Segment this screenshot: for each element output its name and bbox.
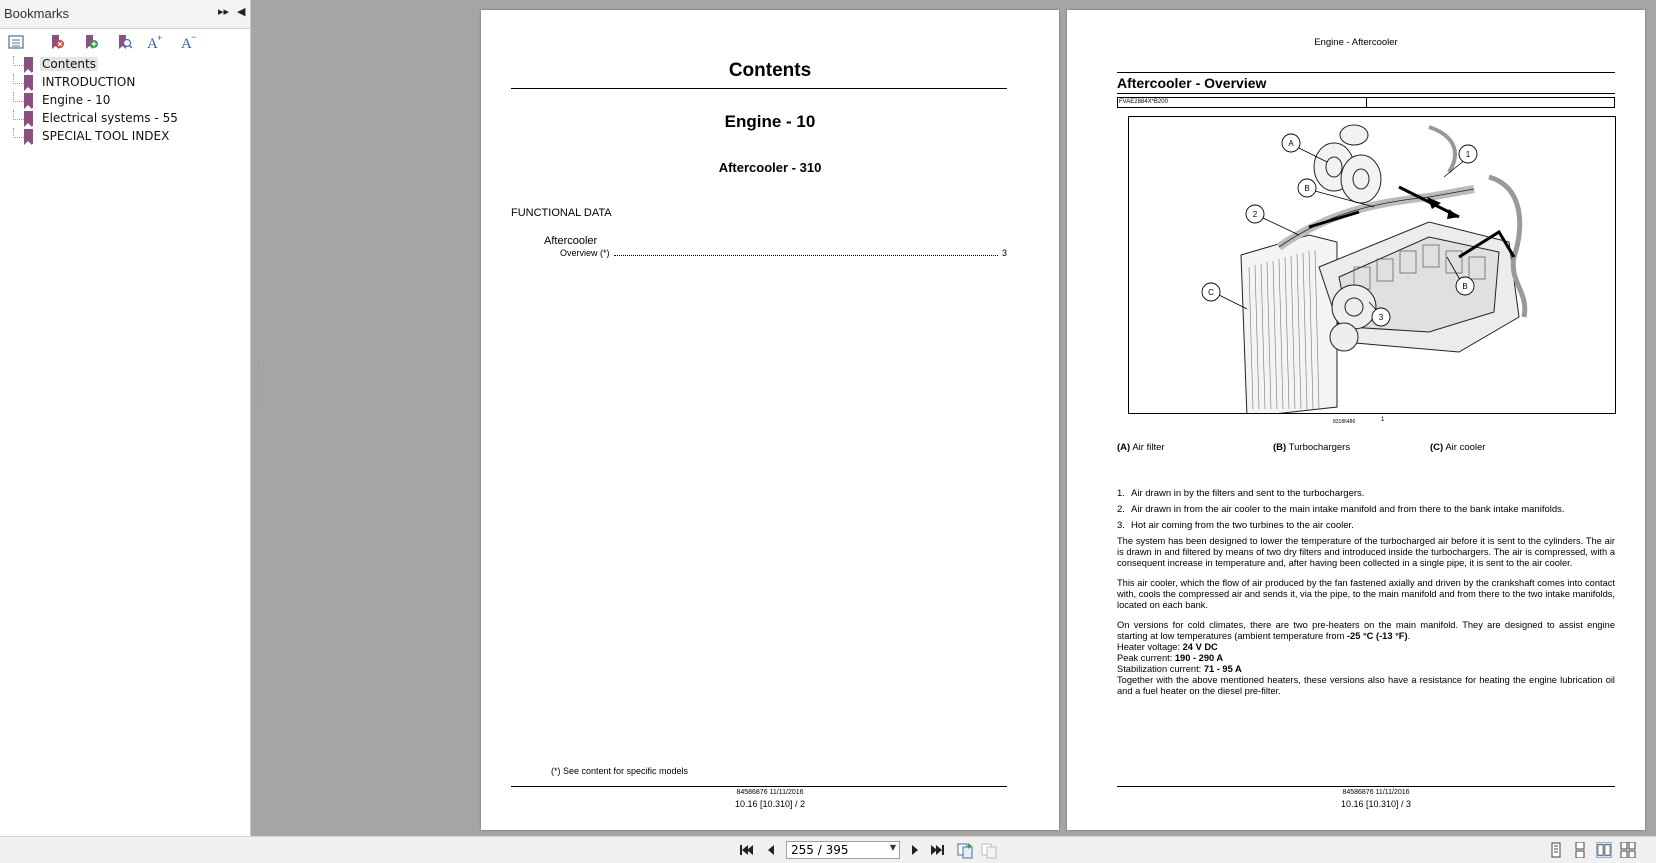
step-number: 1. [1117,488,1125,499]
toc-group: FUNCTIONAL DATA [511,207,612,219]
figure-code: 83186486 [1333,419,1356,425]
reference-box [1117,97,1615,108]
legend-key: (B) [1273,442,1287,453]
previous-view-icon[interactable] [956,841,974,859]
bookmarks-header [0,0,250,29]
toc-entry-link[interactable] [560,248,1007,258]
heater-voltage-label: Heater voltage: [1117,642,1183,652]
subsection-heading: Aftercooler - 310 [718,160,822,175]
page-number-field[interactable] [786,841,900,859]
bookmark-icon [24,111,33,126]
continuous-view-icon[interactable] [1572,842,1588,858]
step-item [1117,504,1565,515]
legend-turbochargers [1273,442,1350,453]
bookmark-introduction[interactable] [0,74,240,92]
navigation-bar [0,836,1656,863]
new-bookmark-icon[interactable] [82,33,100,51]
decrease-font-icon[interactable] [180,33,198,51]
two-page-view-icon[interactable] [1596,842,1612,858]
collapse-panel-icon[interactable]: ◀ [237,6,246,18]
page-indicator-text: 255 / 395 [791,843,849,857]
paragraph-air-cooler: This air cooler, which the flow of air produced by the fan fastened axially and driven by the crankshaft comes into contact with, cools the compressed air and sends it, via the pipe, to the main manifold and from there to the two intake manifolds, located on each bank. [1117,578,1615,610]
bookmark-label: SPECIAL TOOL INDEX [42,129,170,143]
footer-doc-id: 84586876 11/11/2016 [1342,789,1410,796]
callout-label: A [1288,139,1294,148]
callout-label: 1 [1465,150,1471,159]
bookmark-options-icon[interactable] [7,33,25,51]
legend-text: Turbochargers [1288,442,1351,453]
step-number: 3. [1117,520,1125,531]
legend-air-cooler [1430,442,1485,453]
single-page-view-icon[interactable] [1548,842,1564,858]
figure-number: 1 [1381,417,1385,423]
bookmarks-title: Bookmarks [4,6,70,21]
footer-doc-id: 84586876 11/11/2016 [736,789,804,796]
svg-text:+: + [157,33,163,43]
bookmark-electrical-systems[interactable] [0,110,240,128]
find-bookmark-icon[interactable] [115,33,133,51]
peak-current-value: 190 - 290 A [1174,653,1224,663]
step-text: Air drawn in from the air cooler to the main intake manifold and from there to the bank intake manifolds. [1131,504,1565,515]
step-text: Hot air coming from the two turbines to the air cooler. [1131,520,1354,531]
svg-text:−: − [191,33,197,42]
svg-text:A: A [147,36,158,51]
legend-text: Air filter [1132,442,1165,453]
legend-air-filter [1117,442,1165,453]
peak-current-label: Peak current: [1117,653,1175,663]
legend-text: Air cooler [1445,442,1486,453]
footer-page-number: 10.16 [10.310] / 2 [734,799,806,809]
footer-divider [1117,786,1615,787]
section-heading: Engine - 10 [724,112,816,131]
bookmark-label: Electrical systems - 55 [42,111,178,125]
bookmark-engine[interactable] [0,92,240,110]
first-page-icon[interactable] [737,841,755,859]
callout-label: B [1304,184,1310,193]
bookmark-label: Engine - 10 [42,93,111,107]
engine-illustration [1128,116,1616,414]
callout-label: B [1462,282,1468,291]
toc-entry-label: Overview (*) [560,248,610,258]
bookmark-special-tool-index[interactable] [0,128,240,146]
bookmark-icon [24,75,33,90]
bookmarks-panel [0,0,251,836]
next-view-icon[interactable] [980,841,998,859]
panel-options-icon[interactable]: ▸▸ [218,6,230,18]
step-item [1117,520,1354,531]
document-viewer[interactable] [251,0,1656,836]
bookmark-contents[interactable] [0,56,240,74]
panel-resize-handle[interactable] [254,360,259,404]
step-item [1117,488,1364,499]
callout-label: C [1208,288,1214,297]
page-contents [481,10,1059,830]
toc-entry-page: 3 [1001,248,1007,258]
bookmark-label: Contents [42,57,96,71]
bookmark-icon [24,93,33,108]
text-run: . [1407,631,1411,641]
step-text: Air drawn in by the filters and sent to the turbochargers. [1131,488,1365,499]
bookmark-icon [24,129,33,144]
temperature-value: -25 °C (-13 °F) [1346,631,1408,641]
legend-key: (A) [1117,442,1131,453]
legend-key: (C) [1430,442,1444,453]
footer-divider [511,786,1007,787]
increase-font-icon[interactable] [146,33,164,51]
two-page-continuous-view-icon[interactable] [1620,842,1636,858]
divider [1117,93,1615,94]
previous-page-icon[interactable] [762,841,780,859]
bookmark-label: INTRODUCTION [42,75,136,89]
divider [511,88,1007,89]
last-page-icon[interactable] [929,841,947,859]
chevron-down-icon[interactable]: ▼ [889,843,896,852]
divider [1117,72,1615,73]
page-title: Aftercooler - Overview [1117,75,1267,91]
footnote: (*) See content for specific models [551,766,689,776]
stabilization-current-value: 71 - 95 A [1203,664,1242,674]
footer-page-number: 10.16 [10.310] / 3 [1340,799,1412,809]
paragraph-cold-climates [1117,620,1615,697]
callout-label: 2 [1252,210,1258,219]
bookmarks-toolbar [0,29,250,55]
callout-label: 3 [1378,313,1384,322]
text-run: Together with the above mentioned heaters, these versions also have a resistance for heating the engine lubrication oil and a fuel heater on the diesel pre-filter. [1117,675,1615,696]
heater-voltage-value: 24 V DC [1182,642,1218,652]
next-page-icon[interactable] [906,841,924,859]
running-header: Engine - Aftercooler [1314,37,1398,48]
svg-text:A: A [181,36,192,51]
delete-bookmark-icon[interactable] [48,33,66,51]
bookmark-icon [24,57,33,72]
paragraph-system: The system has been designed to lower the temperature of the turbocharged air before it is sent to the cylinders. The air is drawn in and filtered by means of two dry filters and introduced inside the turbochargers. The air is compressed, with a consequent increase in temperature and, after having been collected in a single pipe, it is sent to the air cooler. [1117,536,1615,568]
page-aftercooler-overview [1067,10,1645,830]
page-title: Contents [728,60,812,81]
step-number: 2. [1117,504,1125,515]
text-run: On versions for cold climates, there are two pre-heaters on the main manifold. They are designed to assist engine starting at low temperatures (ambient temperature from [1117,620,1615,641]
stabilization-current-label: Stabilization current: [1117,664,1204,674]
toc-entry-heading: Aftercooler [544,235,598,247]
model-ref-code: FVAE2884X*B200 [1119,99,1168,105]
